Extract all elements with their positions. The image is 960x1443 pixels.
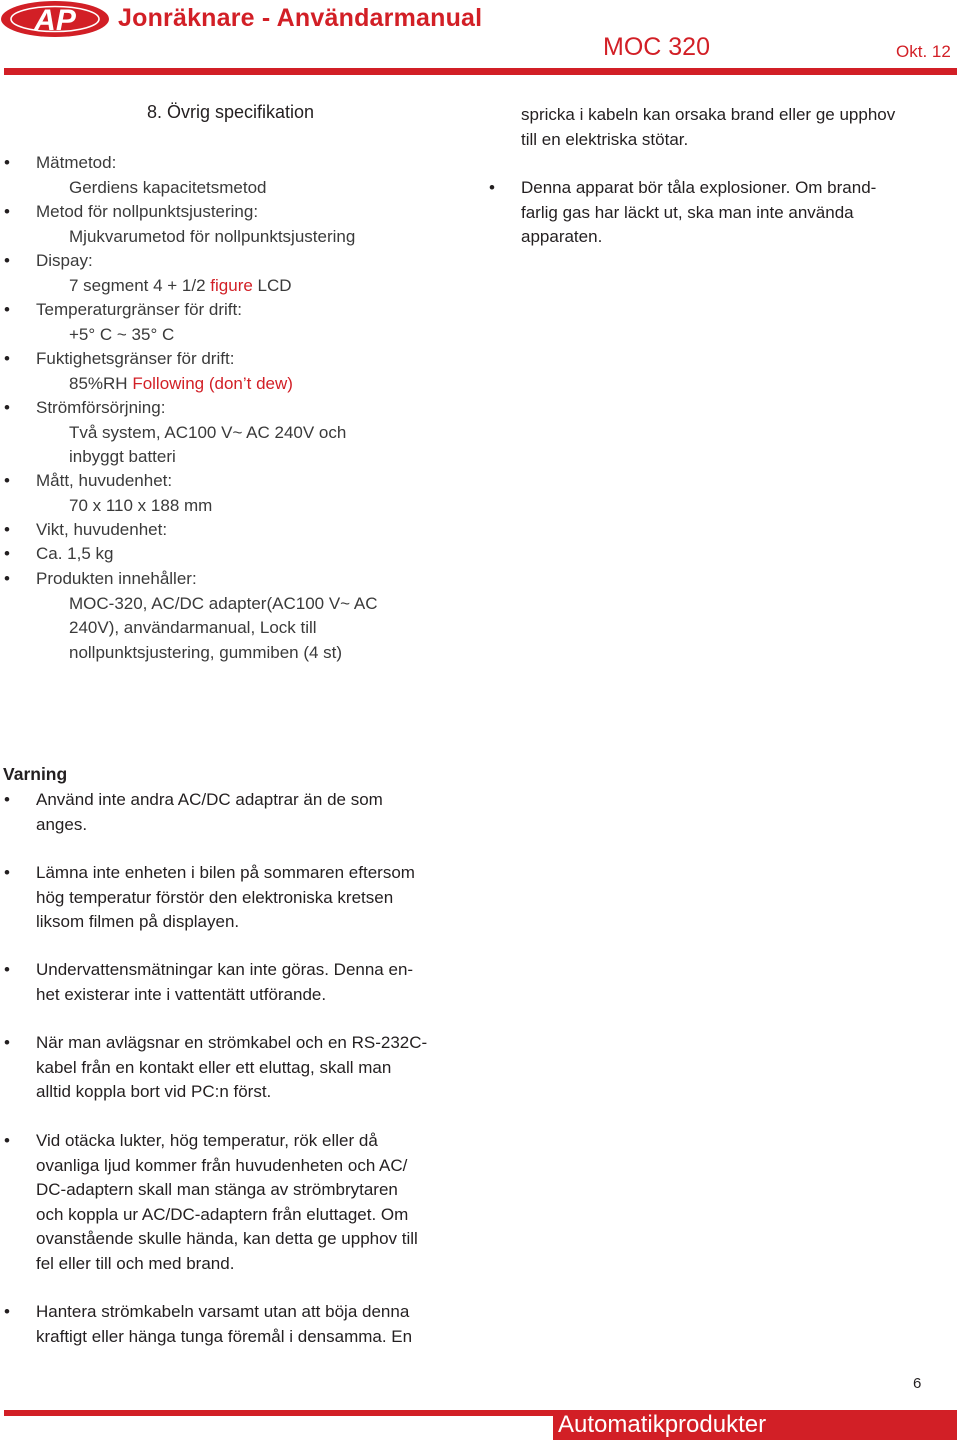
warning-line: Lämna inte enheten i bilen på sommaren eftersom — [36, 863, 415, 882]
warning-line: fel eller till och med brand. — [36, 1253, 235, 1273]
bullet: • — [4, 471, 10, 490]
bullet: • — [4, 349, 10, 368]
logo-text: AP — [34, 4, 76, 37]
spec-value: +5° C ~ 35° C — [69, 324, 175, 344]
bullet: • — [4, 202, 10, 221]
spec-value: Två system, AC100 V~ AC 240V och — [69, 422, 347, 442]
bullet: • — [4, 300, 10, 319]
bullet: • — [4, 544, 10, 563]
bullet: • — [4, 251, 10, 270]
bullet: • — [4, 1131, 10, 1150]
spec-value: 7 segment 4 + 1/2 figure LCD — [69, 275, 292, 295]
spec-value: 240V), användarmanual, Lock till — [69, 618, 317, 637]
spec-label: Produkten innehåller: — [36, 569, 197, 588]
warning-line: Vid otäcka lukter, hög temperatur, rök eller då — [36, 1131, 378, 1150]
spec-label: Mått, huvudenhet: — [36, 471, 173, 490]
spec-value: MOC-320, AC/DC adapter(AC100 V~ AC — [69, 593, 378, 613]
spec-label: Strömförsörjning: — [36, 398, 166, 417]
bullet: • — [4, 863, 10, 882]
bullet: • — [4, 1033, 10, 1052]
spec-value: Gerdiens kapacitetsmetod — [69, 177, 267, 197]
warning-line: liksom filmen på displayen. — [36, 912, 240, 931]
document-title: Jonräknare - Användarmanual — [118, 4, 483, 32]
warning-line: När man avlägsnar en strömkabel och en RS-232C- — [36, 1033, 428, 1052]
warning-line: alltid koppla bort vid PC:n först. — [36, 1082, 272, 1101]
footer-brand-label: Automatikprodukter — [558, 1411, 767, 1438]
warning-line: DC-adaptern skall man stänga av strömbrytaren — [36, 1180, 398, 1199]
spec-label: Mätmetod: — [36, 153, 117, 172]
page-number: 6 — [913, 1375, 922, 1392]
header-rule — [4, 68, 957, 75]
warning-title: Varning — [3, 764, 68, 784]
bullet: • — [4, 1302, 10, 1321]
spec-value: 85%RH Following (don’t dew) — [69, 373, 293, 393]
bullet: • — [4, 153, 10, 172]
paragraph-line: farlig gas har läckt ut, ska man inte använda — [521, 202, 854, 222]
bullet: • — [4, 569, 10, 588]
warning-line: ovanstående skulle hända, kan detta ge upphov till — [36, 1229, 418, 1248]
ap-logo — [0, 0, 112, 40]
paragraph-line: Denna apparat bör tåla explosioner. Om brand- — [521, 178, 877, 197]
document-date: Okt. 12 — [896, 42, 951, 61]
warning-line: Undervattensmätningar kan inte göras. Denna en- — [36, 960, 414, 979]
warning-line: och koppla ur AC/DC-adaptern från eluttaget. Om — [36, 1204, 409, 1224]
warning-line: het existerar inte i vattentätt utförande. — [36, 984, 327, 1004]
warning-line: Använd inte andra AC/DC adaptrar än de som — [36, 790, 383, 809]
spec-label: Dispay: — [36, 251, 93, 270]
spec-value: inbyggt batteri — [69, 447, 176, 466]
spec-label: Metod för nollpunktsjustering: — [36, 202, 259, 221]
warning-line: Hantera strömkabeln varsamt utan att böja denna — [36, 1302, 410, 1321]
paragraph-line: apparaten. — [521, 227, 603, 246]
warning-line: hög temperatur förstör den elektroniska kretsen — [36, 887, 394, 907]
section-title: 8. Övrig specifikation — [147, 102, 315, 122]
bullet: • — [4, 790, 10, 809]
bullet: • — [4, 398, 10, 417]
warning-line: ovanliga ljud kommer från huvudenheten och AC/ — [36, 1155, 408, 1175]
bullet: • — [4, 520, 10, 539]
spec-label: Fuktighetsgränser för drift: — [36, 349, 235, 368]
spec-value: Ca. 1,5 kg — [36, 544, 114, 563]
warning-line: kabel från en kontakt eller ett eluttag, skall man — [36, 1057, 392, 1077]
warning-line: anges. — [36, 814, 88, 834]
spec-label: Vikt, huvudenhet: — [36, 520, 168, 539]
bullet: • — [489, 178, 495, 197]
paragraph-line: till en elektriska stötar. — [521, 129, 689, 149]
spec-label: Temperaturgränser för drift: — [36, 300, 242, 319]
paragraph-line: spricka i kabeln kan orsaka brand eller ge upphov — [521, 105, 896, 124]
spec-value: 70 x 110 x 188 mm — [69, 495, 213, 515]
warning-line: kraftigt eller hänga tunga föremål i densamma. En — [36, 1326, 413, 1346]
spec-value: Mjukvarumetod för nollpunktsjustering — [69, 226, 356, 246]
spec-value: nollpunktsjustering, gummiben (4 st) — [69, 642, 343, 662]
bullet: • — [4, 960, 10, 979]
model-name: MOC 320 — [603, 33, 710, 61]
